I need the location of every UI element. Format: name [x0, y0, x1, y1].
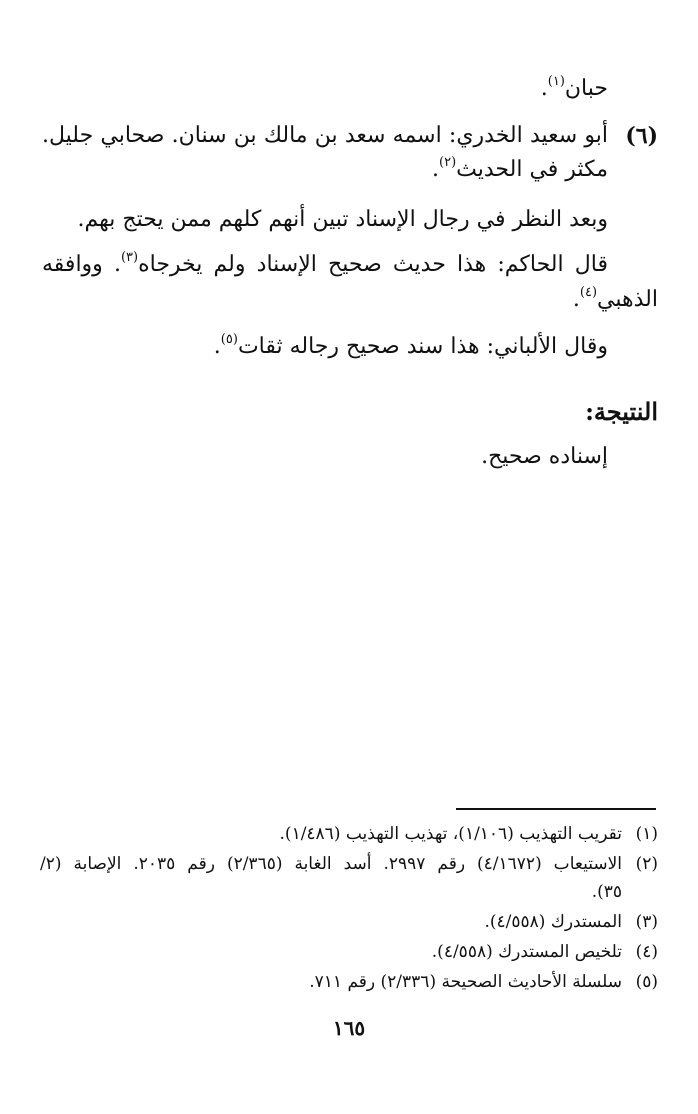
paragraph-2-line-1 [42, 248, 608, 282]
item-number: (٦) [625, 123, 658, 149]
item-line-1: أبو سعيد الخدري: اسمه سعد بن مالك بن سنان. صحابي جليل. [42, 123, 608, 148]
footnote-text: المستدرك (٤/٥٥٨). [484, 912, 622, 932]
footnote-number: (٢) [635, 854, 658, 874]
footnote-text: الاستيعاب (٤/١٦٧٢) رقم ٢٩٩٧. أسد الغابة (٢/٣٦٥) رقم ٢٠٣٥. الإصابة (٢/ [40, 854, 622, 874]
line-text: الذهبي [597, 287, 658, 312]
item-line-2: مكثر في الحديث$^{(٢)}$. [432, 154, 608, 182]
footnote-separator [456, 808, 656, 810]
footnote-number: (٤) [635, 942, 658, 962]
footnote-ref: (٣) [120, 249, 139, 265]
line-text: . ووافقه [42, 252, 121, 277]
footnote-4 [432, 938, 658, 966]
footnote-3 [484, 908, 658, 936]
footnote-ref: (٢) [439, 154, 457, 170]
footnote-2 [40, 850, 658, 878]
line-text: وقال الألباني: هذا سند صحيح رجاله ثقات [237, 334, 608, 359]
footnote-number: (١) [635, 824, 658, 844]
footnote-ref: (١) [547, 73, 565, 89]
page-number: ١٦٥ [332, 1016, 366, 1040]
result-heading: النتيجة: [585, 397, 658, 426]
footnote-number: (٥) [635, 972, 658, 992]
footnote-text: تقريب التهذيب (١/١٠٦)، تهذيب التهذيب (١/٤٨٦). [279, 824, 622, 844]
footnote-number: (٣) [635, 912, 658, 932]
footnote-text: تلخيص المستدرك (٤/٥٥٨). [431, 942, 622, 962]
footnote-ref: (٥) [220, 331, 238, 347]
line-text: حبان [564, 76, 608, 101]
footnote-5 [309, 968, 658, 996]
footnote-ref: (٤) [579, 284, 598, 300]
line-text: قال الحاكم: هذا حديث صحيح الإسناد ولم يخرجاه [138, 252, 608, 277]
line-text: مكثر في الحديث [456, 157, 608, 182]
paragraph-2-line-2: الذهبي$^{(٤)}$. [572, 284, 658, 312]
footnote-2-continuation: ٣٥). [591, 882, 622, 902]
footnote-text: سلسلة الأحاديث الصحيحة (٢/٣٣٦) رقم ٧١١. [309, 972, 622, 992]
text-line: حبان$^{(١)}$. [540, 73, 608, 101]
footnote-1 [280, 820, 658, 848]
result-text: إسناده صحيح. [481, 444, 608, 469]
paragraph-3: وقال الألباني: هذا سند صحيح رجاله ثقات$^{(٥)}$. [213, 331, 608, 359]
paragraph-1: وبعد النظر في رجال الإسناد تبين أنهم كلهم ممن يحتج بهم. [77, 207, 608, 232]
